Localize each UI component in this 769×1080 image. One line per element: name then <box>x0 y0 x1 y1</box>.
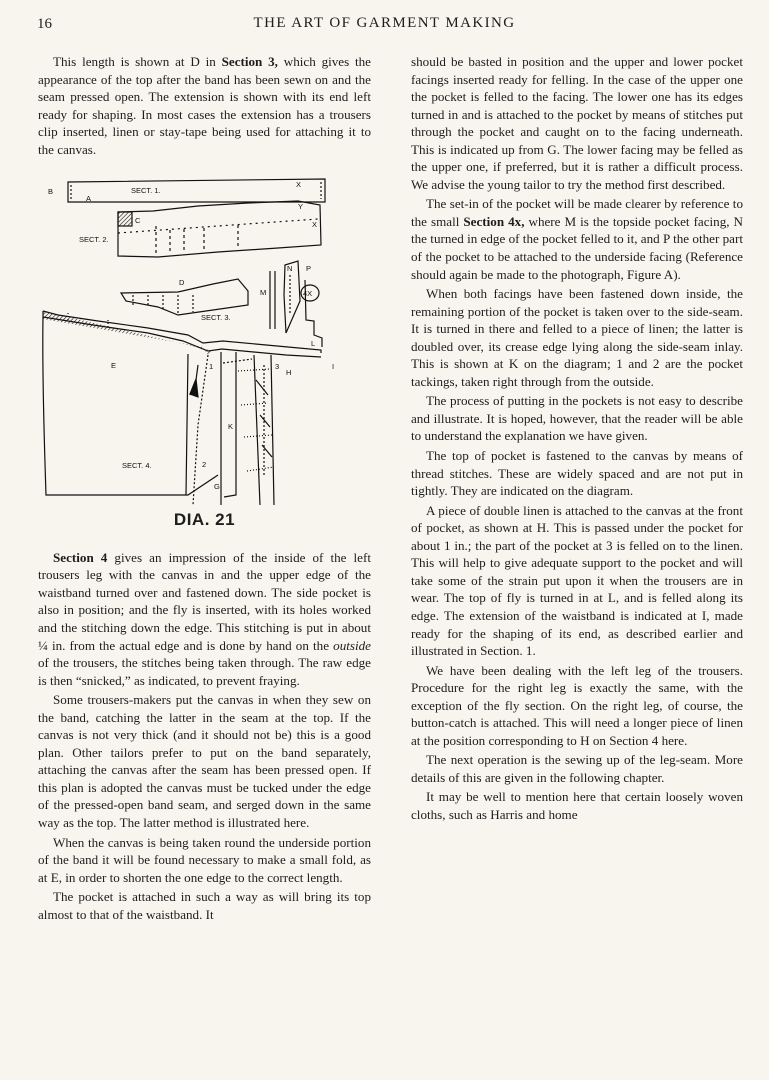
label-sect-4: SECT. 4. <box>122 461 152 471</box>
paragraph: We have been dealing with the left leg of the trousers. Procedure for the right leg is exactly the same, with the exception of the fly section. On the right leg, of course, the button-catch is attached. This will need a longer piece of linen at the position corresponding to H on Section 4 here. <box>411 662 743 748</box>
label-h: H <box>286 368 292 378</box>
label-g: G <box>214 482 220 492</box>
paragraph: The pocket is attached in such a way as will bring its top almost to that of the waistband. It <box>38 889 371 922</box>
paragraph: When both facings have been fastened down inside, the remaining portion of the pocket is taken over to the side-seam. It is turned in there and felled to a piece of linen; the latter is doubled over, its crease edge lying along the side-seam inlay. This is shown at K on the diagram; 1 and 2 are the pocket tackings, taken right through from the outside. <box>411 286 743 389</box>
label-sect-2: SECT. 2. <box>79 235 109 245</box>
paragraph: It may be well to mention here that certain loosely woven cloths, such as Harris and home <box>411 789 743 822</box>
paragraph: The process of putting in the pockets is not easy to describe and illustrate. It is hoped, however, that the reader will be able to understand the explanation we have given. <box>411 393 743 444</box>
label-sect-1: SECT. 1. <box>131 186 161 196</box>
label-n: N <box>287 264 293 274</box>
page-number: 16 <box>37 16 52 32</box>
paragraph: When the canvas is being taken round the underside portion of the band it will be found necessary to make a small fold, as at E, in order to shorten the one edge to the correct length. <box>38 834 371 885</box>
label-i: I <box>332 362 335 372</box>
paragraph: The top of pocket is fastened to the canvas by means of thread stitches. These are widely spaced and are not put in tightly. They are indicated on the diagram. <box>411 448 743 499</box>
diagram-caption: DIA. 21 <box>173 510 236 530</box>
label-l: L <box>311 339 316 349</box>
label-k: K <box>228 422 234 432</box>
label-x-mid: X <box>312 220 318 230</box>
right-column <box>411 53 743 824</box>
diagram-labels <box>48 180 334 491</box>
label-c: C <box>135 216 141 226</box>
section-2-band <box>118 201 321 257</box>
paragraph: Some trousers-makers put the canvas in when they sew on the band, catching the latter in the seam at the top. If the canvas is not very thick (and it should not be) this is a good plan. Other tailors prefer to put on the band separately, attaching the canvas after the seam has been pressed open. If this plan is adopted the canvas must be tucked under the edge of the pressed-open band seam, and serged down in the same way as the top. The latter method is illustrated here. <box>38 692 371 831</box>
label-e: E <box>111 361 117 371</box>
label-d: D <box>179 278 185 288</box>
left-column <box>38 53 371 923</box>
label-3: 3 <box>275 362 280 372</box>
label-x-top: X <box>296 180 302 190</box>
paragraph: The set-in of the pocket will be made clearer by reference to the small Section 4x, where M is the topside pocket facing, N the turned in edge of the pocket felled to it, and P the other part of the pocket to be attached to the underside facing (Reference should again be made to the photograph, Figure A). <box>411 196 744 282</box>
label-1-left: 1 <box>209 362 214 372</box>
label-m: M <box>260 288 267 298</box>
label-b: B <box>48 187 54 197</box>
label-a: A <box>86 194 92 204</box>
paragraph: A piece of double linen is attached to the canvas at the front of pocket, as shown at H. This is passed under the pocket for about 1 in.; the part of the pocket at 3 is felled on to the linen. This will help to give adequate support to the pocket and will take some of the strain put upon it when the trousers are in wear. The top of fly is turned in at L, and is felled along its edge. The extension of the waistband is indicated at I, made ready for the shaping of its end, as described earlier and illustrated in Section. 1. <box>411 502 743 659</box>
label-4x: 4X <box>303 289 313 299</box>
paragraph: The next operation is the sewing up of the leg-seam. More details of this are given in the following chapter. <box>411 752 743 785</box>
paragraph: should be basted in position and the upper and lower pocket facings inserted ready for felling. In the case of the upper one the pocket is felled to the facing. The lower one has its edges turned in and is attached to the pocket by means of stitches put through the pocket and caught on to the facing underneath. This is indicated up from G. The lower facing may be felled as the upper one, if preferred, but it is rather a difficult process. We advise the young tailor to try the method first described. <box>411 54 743 192</box>
paragraph: Section 4 gives an impression of the inside of the left trousers leg with the canvas in and the upper edge of the waistband turned over and fastened down. The side pocket is also in position; and the fly is inserted, with its holes worked and the stitching down the edge. This stitching is put in about ¼ in. from the actual edge and is done by hand on the outside of the trousers, the stitches being taken through. The raw edge is then “snicked,” as indicated, to prevent fraying. <box>38 549 371 688</box>
trousers-top-diagram <box>38 175 371 505</box>
paragraph: This length is shown at D in Section 3, which gives the appearance of the top after the band has been sewn on and the seam pressed open. The extension is shown with its end left ready for shaping. In most cases the extension has a trousers clip inserted, linen or stay-tape being used for attaching it to the canvas. <box>38 54 371 157</box>
label-2: 2 <box>202 460 207 470</box>
section-1-band <box>68 179 325 202</box>
running-title: THE ART OF GARMENT MAKING <box>253 15 516 31</box>
section-4-waist-top <box>43 311 321 353</box>
label-sect-3: SECT. 3. <box>201 313 231 323</box>
label-p: P <box>306 264 312 274</box>
label-y: Y <box>298 202 304 212</box>
section-3-band <box>121 279 248 315</box>
